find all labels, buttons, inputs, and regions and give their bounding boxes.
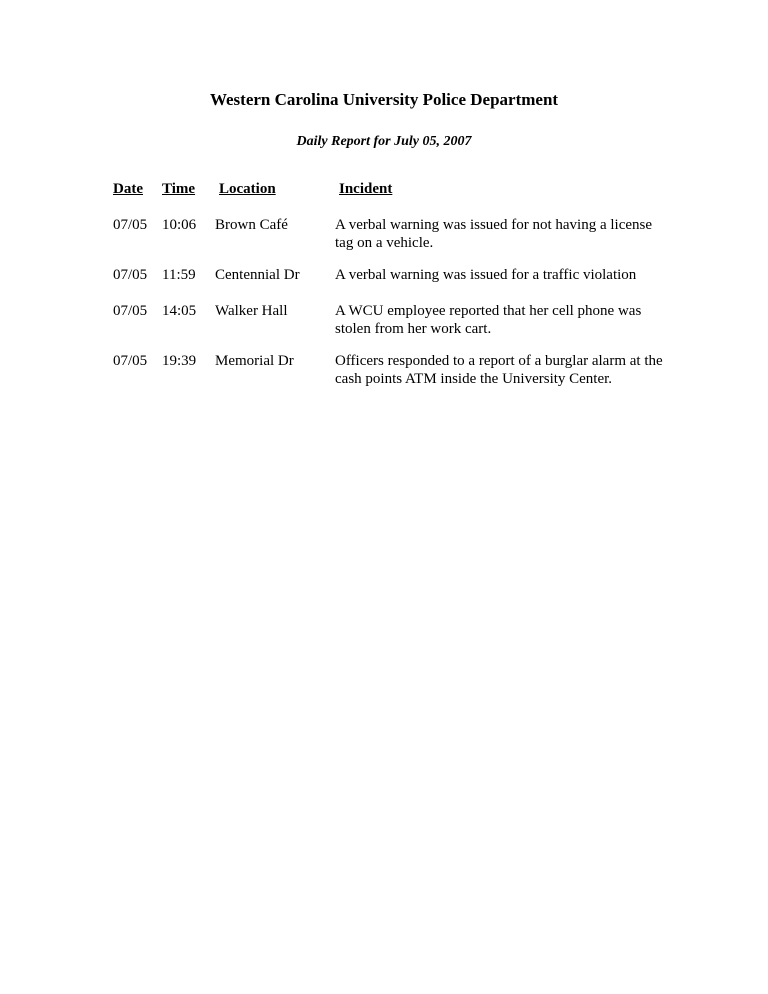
cell-location: Memorial Dr [215,353,294,369]
report-title: Western Carolina University Police Department [209,90,559,109]
column-header-time: Time [162,181,196,197]
table-row [0,266,768,306]
cell-time: 10:06 [162,217,197,233]
cell-location: Centennial Dr [215,267,300,283]
cell-time: 19:39 [162,353,197,369]
table-row [0,352,768,392]
cell-location: Brown Café [215,217,288,233]
cell-date: 07/05 [113,353,148,369]
cell-incident: A WCU employee reported that her cell phone was stolen from her work cart. [335,303,642,337]
table-row [0,216,768,256]
column-header-incident: Incident [339,181,393,197]
cell-incident: Officers responded to a report of a burglar alarm at the cash points ATM inside the University Center. [335,353,663,387]
cell-time: 11:59 [162,267,196,283]
column-header-location: Location [219,181,276,197]
report-subtitle: Daily Report for July 05, 2007 [296,134,472,149]
cell-location: Walker Hall [215,303,288,319]
cell-time: 14:05 [162,303,197,319]
cell-incident: A verbal warning was issued for a traffic violation [335,267,637,283]
cell-date: 07/05 [113,267,148,283]
column-header-date: Date [113,181,143,197]
cell-incident: A verbal warning was issued for not having a license tag on a vehicle. [335,217,652,251]
cell-date: 07/05 [113,303,148,319]
table-row [0,302,768,342]
cell-date: 07/05 [113,217,148,233]
